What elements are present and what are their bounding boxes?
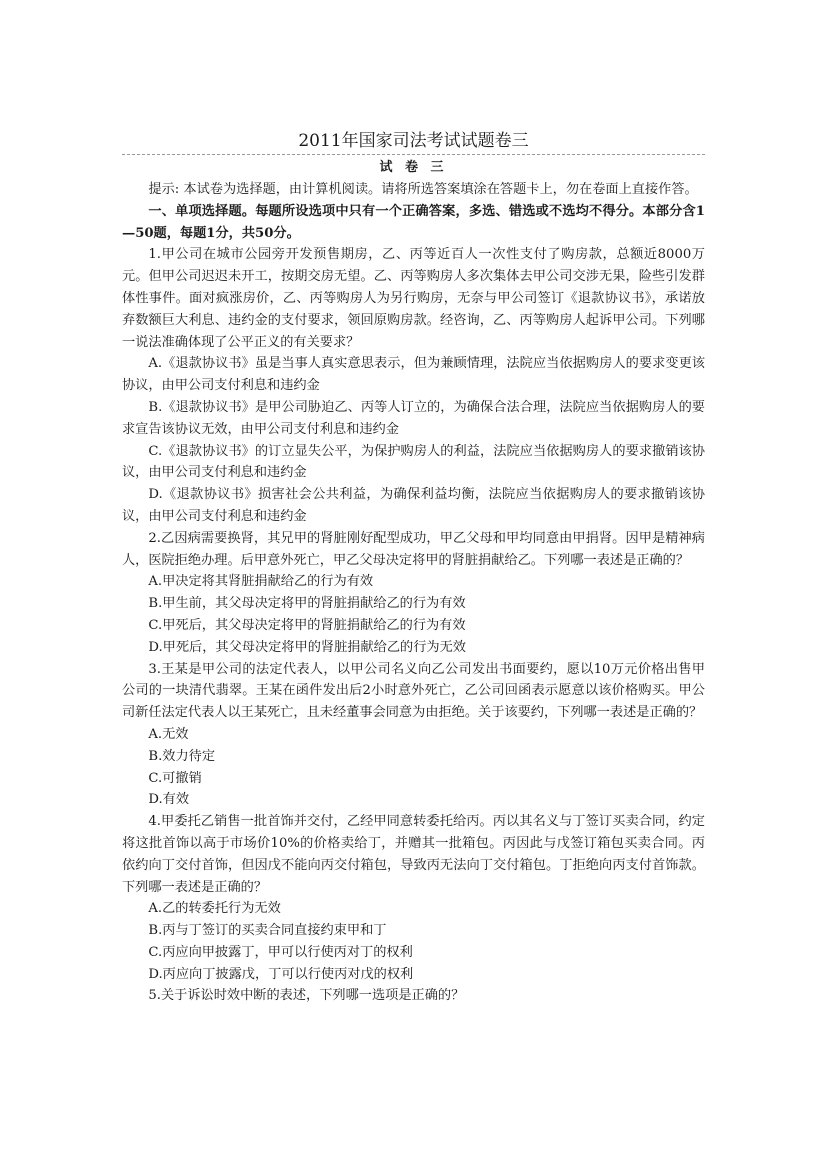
option-d: D.甲死后，其父母决定将甲的肾脏捐献给乙的行为无效 (148, 639, 466, 655)
notice-text: 提示: 本试卷为选择题，由计算机阅读。请将所选答案填涂在答题卡上，勿在卷面上直接作答。 (148, 182, 698, 197)
option-a: A.乙的转委托行为无效 (148, 901, 281, 917)
document-body (122, 128, 705, 1007)
question-4 (122, 811, 705, 985)
page-title: 2011年国家司法考试试题卷三 (298, 131, 529, 151)
option-b: B.效力待定 (148, 748, 216, 764)
question-1 (122, 244, 705, 527)
option-d: D.有效 (148, 792, 190, 808)
option-c: C.可撤销 (148, 770, 202, 786)
title-divider (122, 154, 705, 155)
section-heading: 一、单项选择题。每题所设选项中只有一个正确答案，多选、错选或不选均不得分。本部分含1—50题，每题1分，共50分。 (122, 203, 705, 241)
question-2 (122, 528, 705, 659)
option-a: A.甲决定将其肾脏捐献给乙的行为有效 (148, 574, 374, 590)
question-stem: 3.王某是甲公司的法定代表人，以甲公司名义向乙公司发出书面要约，愿以10万元价格出售甲公司的一块清代翡翠。王某在函件发出后2小时意外死亡，乙公司回函表示愿意以该价格购买。甲公司新任法定代表人以王某死亡，且未经董事会同意为由拒绝。关于该要约，下列哪一表述是正确的？ (122, 661, 705, 721)
question-stem: 1.甲公司在城市公园旁开发预售期房，乙、丙等近百人一次性支付了购房款，总额近8000万元。但甲公司迟迟未开工，按期交房无望。乙、丙等购房人多次集体去甲公司交涉无果，险些引发群体性事件。面对疯涨房价，乙、丙等购房人为另行购房，无奈与甲公司签订《退款协议书》，承诺放弃数额巨大利息、违约金的支付要求，领回原购房款。经咨询，乙、丙等购房人起诉甲公司。下列哪一说法准确体现了公平正义的有关要求？ (122, 247, 705, 350)
question-3 (122, 659, 705, 812)
option-b: B.甲生前，其父母决定将甲的肾脏捐献给乙的行为有效 (148, 596, 466, 612)
page-subtitle: 试 卷 三 (379, 160, 448, 175)
option-a: A.《退款协议书》虽是当事人真实意思表示，但为兼顾情理，法院应当依据购房人的要求变更该协议，由甲公司支付利息和违约金 (122, 356, 705, 394)
option-d: D.《退款协议书》损害社会公共利益，为确保利益均衡，法院应当依据购房人的要求撤销该协议，由甲公司支付利息和违约金 (122, 487, 705, 524)
question-stem: 4.甲委托乙销售一批首饰并交付，乙经甲同意转委托给丙。丙以其名义与丁签订买卖合同，约定将这批首饰以高于市场价10%的价格卖给丁，并赠其一批箱包。丙因此与戊签订箱包买卖合同。丙依约向丁交付首饰，但因戊不能向丙交付箱包，导致丙无法向丁交付箱包。丁拒绝向丙支付首饰款。下列哪一表述是正确的？ (122, 814, 705, 895)
option-b: B.丙与丁签订的买卖合同直接约束甲和丁 (148, 923, 387, 939)
option-c: C.丙应向甲披露丁，甲可以行使丙对丁的权利 (148, 944, 413, 960)
question-5 (122, 985, 705, 1007)
option-c: C.《退款协议书》的订立显失公平，为保护购房人的利益，法院应当依据购房人的要求撤销该协议，由甲公司支付利息和违约金 (122, 443, 705, 481)
option-b: B.《退款协议书》是甲公司胁迫乙、丙等人订立的，为确保合法合理，法院应当依据购房人的要求宣告该协议无效，由甲公司支付利息和违约金 (122, 399, 705, 437)
question-stem: 2.乙因病需要换肾，其兄甲的肾脏刚好配型成功，甲乙父母和甲均同意由甲捐肾。因甲是精神病人，医院拒绝办理。后甲意外死亡，甲乙父母决定将甲的肾脏捐献给乙。下列哪一表述是正确的？ (122, 530, 705, 568)
question-stem: 5.关于诉讼时效中断的表述，下列哪一选项是正确的？ (148, 988, 465, 1004)
option-a: A.无效 (148, 726, 189, 742)
option-d: D.丙应向丁披露戊，丁可以行使丙对戊的权利 (148, 966, 414, 982)
option-c: C.甲死后，其父母决定将甲的肾脏捐献给乙的行为有效 (148, 617, 466, 633)
